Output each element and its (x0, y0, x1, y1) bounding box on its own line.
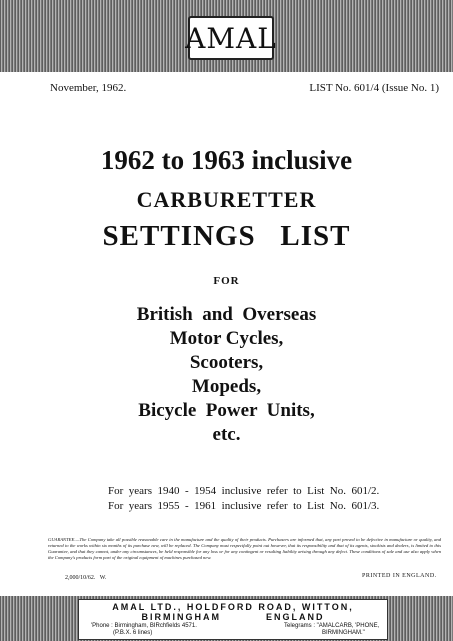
reference-line: For years 1940 - 1954 inclusive refer to List No. 601/2. (108, 485, 380, 497)
vehicle-list (0, 303, 453, 447)
pbx-lines: (P.B.X. 6 lines) (113, 630, 153, 636)
list-reference: LIST No. 601/4 (Issue No. 1) (309, 82, 439, 94)
vehicle-item: etc. (212, 424, 241, 445)
telegrams-address: Telegrams : "AMALCARB, 'PHONE, (284, 623, 380, 629)
print-code: 2,000/10/62. W. (65, 575, 107, 581)
company-address-box (78, 599, 388, 640)
reference-line: For years 1955 - 1961 inclusive refer to List No. 601/3. (108, 500, 380, 512)
phone-info (91, 623, 197, 637)
reference-notes (108, 484, 379, 514)
vehicle-item: Motor Cycles, (169, 328, 284, 349)
printed-in-england: PRINTED IN ENGLAND. (362, 573, 437, 579)
logo-text: AMAL (185, 21, 277, 55)
amal-logo (185, 16, 277, 60)
for-label: FOR (213, 275, 240, 287)
guarantee-text: GUARANTEE.—The Company take all possible reasonable care in the manufacture and the quality of their products. Purchasers are informed that, any part proved to be defective in manufacture or quality, and returned to the works within six months of its purchase new, will be replaced. The Company must respectfully point out however, that its responsibility and that of its agents, stockists and dealers, is limited to this Guarantee, and that they cannot, under any circumstances, be held responsible for any loss or for any contingent or resulting liability arising through any defect. These conditions of sale and use also apply when the Company's products form part of the original equipment of machines purchased new. (48, 537, 441, 560)
vehicle-item: Bicycle Power Units, (138, 400, 315, 421)
telegrams-city: BIRMINGHAM." (322, 630, 365, 636)
title-carburetter: CARBURETTER (136, 187, 317, 212)
telegrams-info (284, 623, 379, 637)
vehicle-item: Scooters, (189, 352, 264, 373)
title-years: 1962 to 1963 inclusive (100, 145, 353, 175)
issue-date: November, 1962. (50, 82, 127, 94)
phone-number: 'Phone : Birmingham, BIRchfields 4571. (91, 623, 197, 629)
address-line-2: BIRMINGHAM ENGLAND (141, 612, 325, 622)
title-settings-list: SETTINGS LIST (102, 220, 351, 252)
vehicle-item: Mopeds, (191, 376, 262, 397)
vehicle-item: British and Overseas (136, 304, 317, 325)
address-line-1: AMAL LTD., HOLDFORD ROAD, WITTON, (112, 602, 354, 612)
